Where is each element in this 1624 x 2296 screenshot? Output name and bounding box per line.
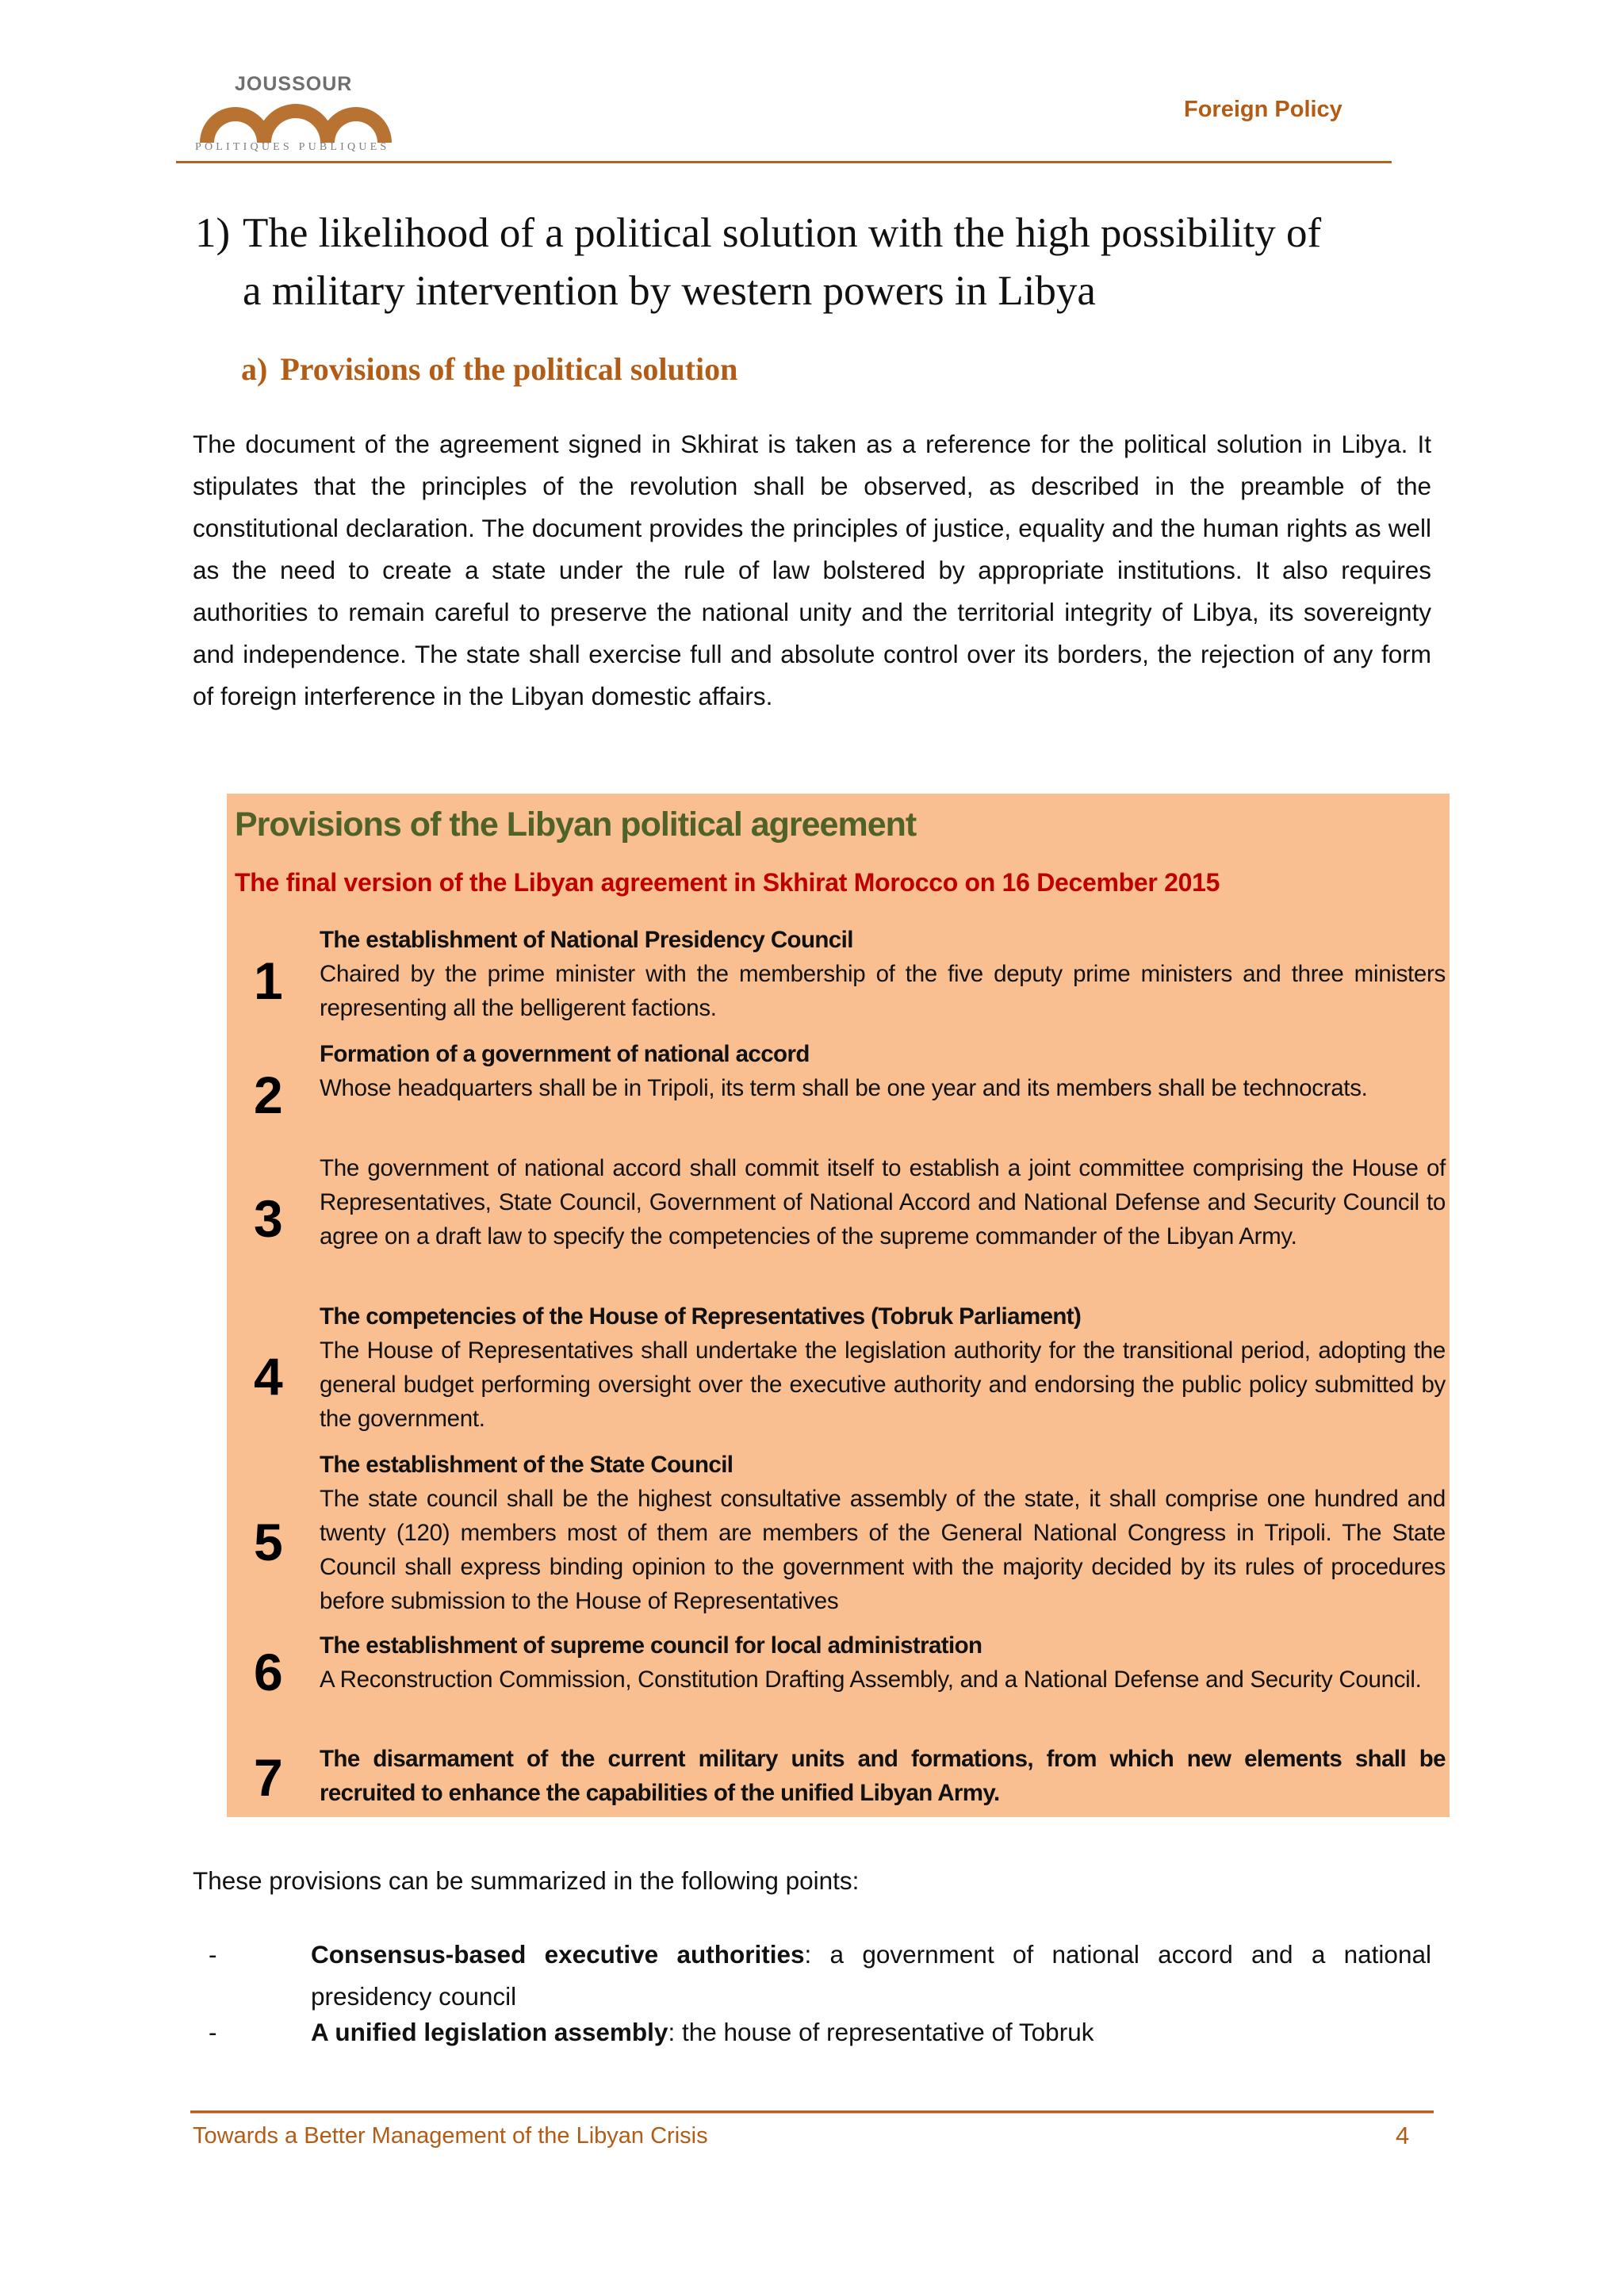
bullet-label: A unified legislation assembly xyxy=(311,2018,668,2046)
logo-arches-icon xyxy=(190,97,400,143)
provision-text xyxy=(320,1628,1446,1697)
bullet-body: : the house of representative of Tobruk xyxy=(668,2018,1094,2046)
provision-text xyxy=(320,1037,1446,1105)
summary-intro: These provisions can be summarized in the following points: xyxy=(193,1866,860,1895)
bullet-text xyxy=(311,2011,1431,2053)
provision-title: The establishment of National Presidency Council xyxy=(320,927,853,953)
provision-number: 5 xyxy=(254,1513,283,1571)
provision-number: 2 xyxy=(254,1066,283,1124)
logo-tagline: POLITIQUES PUBLIQUES xyxy=(195,141,390,153)
provision-number: 7 xyxy=(254,1748,283,1807)
sub-heading xyxy=(241,350,737,388)
provision-title: Formation of a government of national accord xyxy=(320,1041,810,1067)
provision-title: The establishment of the State Council xyxy=(320,1452,733,1478)
provision-description: Whose headquarters shall be in Tripoli, its term shall be one year and its members shall be technocrats. xyxy=(320,1075,1368,1101)
provision-title: The competencies of the House of Representatives (Tobruk Parliament) xyxy=(320,1303,1082,1330)
logo-brand-text: JOUSSOUR xyxy=(235,73,353,95)
provision-description: The House of Representatives shall undertake the legislation authority for the transitional period, adopting the general budget performing oversight over the executive authority and endorsing the public policy submitted by the government. xyxy=(320,1337,1446,1432)
provision-title: The disarmament of the current military units and formations, from which new elements shall be recruited to enhance the capabilities of the unified Libyan Army. xyxy=(320,1746,1446,1806)
provisions-box xyxy=(227,794,1450,1817)
bullet-body: : a government of national accord and a national presidency council xyxy=(311,1940,1431,2011)
provision-description: Chaired by the prime minister with the membership of the five deputy prime ministers and three ministers representing all the belligerent factions. xyxy=(320,961,1446,1021)
heading-line-1: The likelihood of a political solution with the high possibility of xyxy=(243,210,1322,256)
provision-description: The state council shall be the highest consultative assembly of the state, it shall comprise one hundred and twenty (120) members most of them are members of the General National Congress in Tripoli. The State Council shall express binding opinion to the government with the majority decided by its rules of procedures before submission to the House of Representatives xyxy=(320,1486,1446,1614)
provision-number: 4 xyxy=(254,1347,283,1406)
provision-number: 3 xyxy=(254,1189,283,1248)
bullet-text xyxy=(311,1934,1431,2018)
sub-heading-text: Provisions of the political solution xyxy=(280,351,738,387)
provision-description: The government of national accord shall commit itself to establish a joint committee comprising the House of Representatives, State Council, Government of National Accord and National Defense and Security Council to agree on a draft law to specify the competencies of the supreme commander of the Libyan Army. xyxy=(320,1155,1446,1249)
provision-text xyxy=(320,1299,1446,1436)
joussour-logo xyxy=(190,70,406,157)
sub-heading-label: a) xyxy=(241,351,268,387)
provision-text xyxy=(320,923,1446,1025)
box-title: Provisions of the Libyan political agreement xyxy=(235,806,917,844)
footer-divider xyxy=(190,2110,1434,2113)
provision-number: 6 xyxy=(254,1643,283,1701)
bullet-label: Consensus-based executive authorities xyxy=(311,1940,805,1969)
intro-paragraph: The document of the agreement signed in Skhirat is taken as a reference for the political solution in Libya. It stipulates that the principles of the revolution shall be observed, as described in the preamble of the constitutional declaration. The document provides the principles of justice, equality and the human rights as well as the need to create a state under the rule of law bolstered by appropriate institutions. It also requires authorities to remain careful to preserve the national unity and the territorial integrity of Libya, its sovereignty and independence. The state shall exercise full and absolute control over its borders, the rejection of any form of foreign interference in the Libyan domestic affairs. xyxy=(193,430,1431,710)
page-number: 4 xyxy=(1396,2122,1410,2149)
header-divider xyxy=(176,161,1392,163)
provision-text xyxy=(320,1448,1446,1618)
provision-description: A Reconstruction Commission, Constitution Drafting Assembly, and a National Defense and Security Council. xyxy=(320,1667,1422,1693)
heading-number: 1) xyxy=(195,210,231,256)
provision-text xyxy=(320,1151,1446,1253)
footer-title: Towards a Better Management of the Libyan Crisis xyxy=(193,2123,708,2149)
provision-text xyxy=(320,1742,1446,1810)
provision-number: 1 xyxy=(254,951,283,1010)
box-subtitle: The final version of the Libyan agreement in Skhirat Morocco on 16 December 2015 xyxy=(235,868,1220,897)
provision-title: The establishment of supreme council for local administration xyxy=(320,1632,982,1659)
bullet-dash: - xyxy=(209,2018,217,2046)
heading-line-2: a military intervention by western powers in Libya xyxy=(243,268,1096,314)
bullet-dash: - xyxy=(209,1940,217,1969)
header-section-title: Foreign Policy xyxy=(1184,97,1342,122)
main-heading xyxy=(195,205,1464,320)
